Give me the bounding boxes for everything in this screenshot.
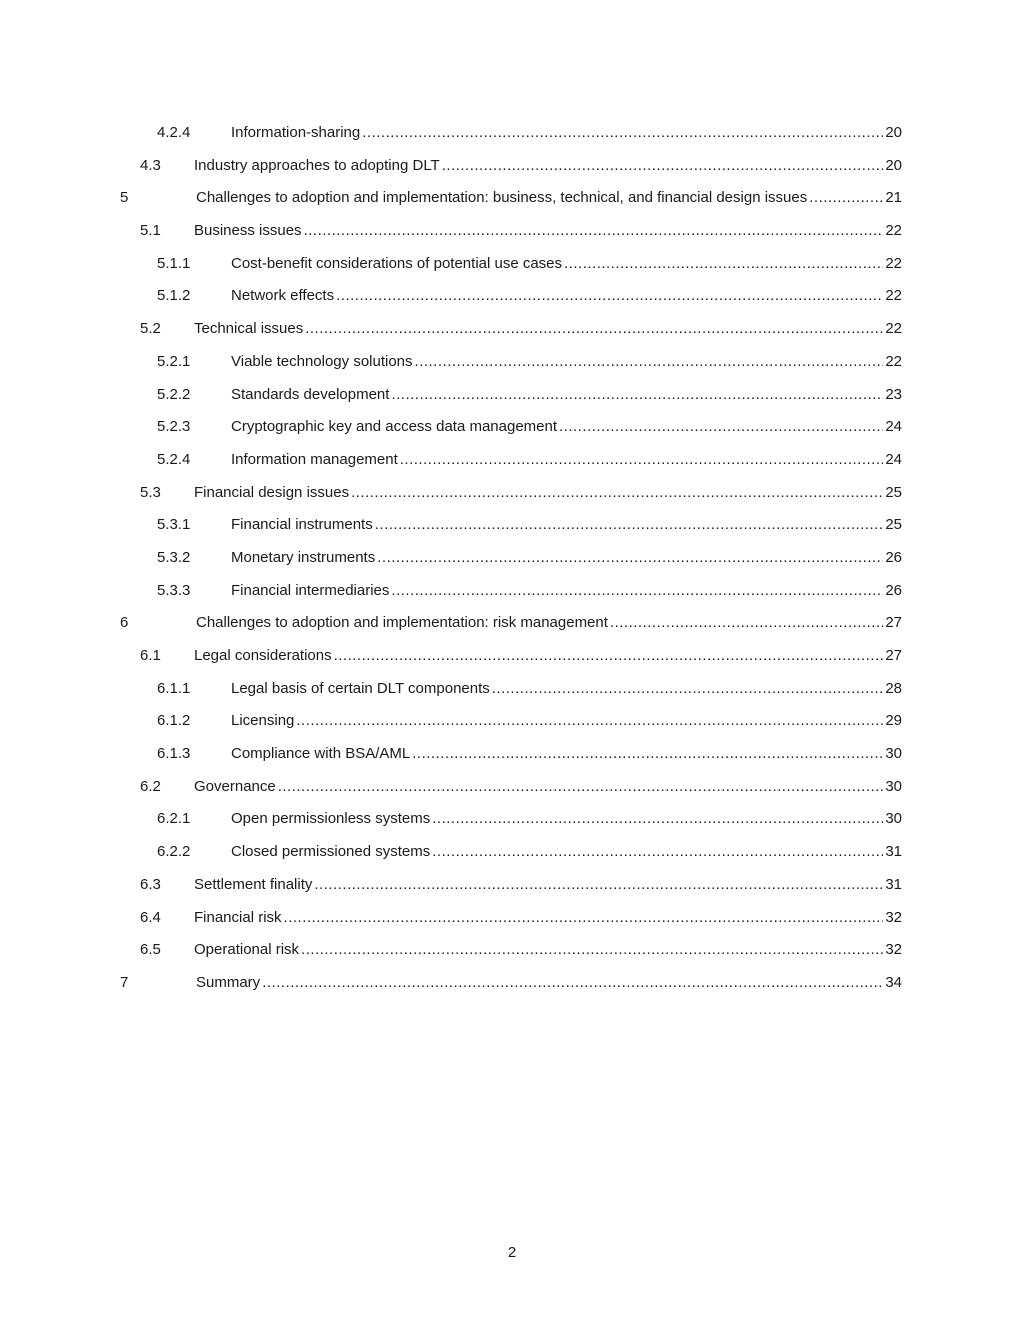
toc-entry-page: 27 [885, 647, 902, 664]
toc-entry[interactable] [0, 902, 1024, 935]
table-of-contents [0, 117, 1024, 1000]
toc-entry-number: 5.1.2 [157, 287, 191, 305]
toc-entry-title: Open permissionless systems [231, 810, 431, 828]
toc-entry[interactable] [0, 150, 1024, 183]
toc-entry-number: 5.2.1 [157, 352, 191, 370]
toc-entry-number: 6.1.3 [157, 745, 191, 763]
toc-entry-page: 32 [885, 941, 902, 959]
toc-entry-title: Cryptographic key and access data management [231, 418, 558, 436]
toc-entry-page: 26 [885, 548, 902, 566]
toc-entry-title: Compliance with BSA/AML [231, 745, 411, 763]
toc-entry-title: Cost-benefit considerations of potential use cases [231, 254, 563, 272]
toc-entry-line [231, 346, 902, 379]
toc-entry[interactable] [0, 869, 1024, 902]
toc-entry[interactable] [0, 509, 1024, 542]
toc-entry-title: Financial intermediaries [231, 581, 390, 599]
toc-entry-line [231, 803, 902, 836]
toc-entry-page: 30 [885, 777, 902, 795]
toc-entry-line [231, 705, 902, 738]
toc-entry[interactable] [0, 967, 1024, 1000]
toc-entry-title: Licensing [231, 712, 295, 730]
toc-entry-line [231, 836, 902, 869]
toc-entry-page: 22 [885, 254, 902, 272]
toc-dot-leader [351, 477, 883, 510]
toc-entry[interactable] [0, 477, 1024, 510]
toc-dot-leader [809, 182, 883, 215]
toc-entry-title: Monetary instruments [231, 548, 376, 566]
toc-entry-title: Legal considerations [194, 647, 332, 664]
toc-entry-title: Network effects [231, 287, 335, 305]
toc-entry[interactable] [0, 379, 1024, 412]
toc-entry-number: 6.1.1 [157, 679, 191, 697]
toc-entry-page: 25 [885, 516, 902, 534]
toc-entry-title: Information-sharing [231, 124, 361, 141]
toc-entry-number: 4.2.4 [157, 124, 191, 141]
toc-entry-title: Financial design issues [194, 483, 350, 501]
toc-dot-leader [432, 836, 883, 869]
toc-entry-title: Legal basis of certain DLT components [231, 679, 490, 697]
toc-entry-page: 20 [885, 124, 902, 141]
toc-entry-page: 31 [885, 843, 902, 861]
toc-dot-leader [377, 542, 883, 575]
toc-entry[interactable] [0, 182, 1024, 215]
toc-entry-number: 5.1 [140, 222, 161, 240]
toc-dot-leader [559, 411, 883, 444]
toc-entry[interactable] [0, 836, 1024, 869]
toc-dot-leader [375, 509, 884, 542]
toc-entry-page: 24 [885, 450, 902, 468]
toc-dot-leader [336, 280, 883, 313]
page-number: 2 [507, 1244, 517, 1261]
toc-entry-title: Challenges to adoption and implementation: risk management [196, 614, 608, 632]
toc-entry-line [231, 248, 902, 281]
toc-entry-page: 21 [885, 189, 902, 207]
toc-entry-title: Technical issues [194, 320, 304, 338]
toc-dot-leader [362, 117, 883, 150]
toc-entry-title: Business issues [194, 222, 302, 240]
toc-entry[interactable] [0, 215, 1024, 248]
toc-entry-number: 6.1 [140, 647, 161, 664]
toc-entry-page: 27 [885, 614, 902, 632]
toc-entry-line [231, 117, 902, 150]
toc-entry-line [194, 215, 902, 248]
toc-entry-page: 32 [885, 908, 902, 926]
toc-dot-leader [415, 346, 884, 379]
toc-dot-leader [296, 705, 883, 738]
toc-entry-number: 5.3.2 [157, 548, 191, 566]
toc-entry[interactable] [0, 673, 1024, 706]
toc-entry-page: 26 [885, 581, 902, 599]
toc-entry[interactable] [0, 248, 1024, 281]
toc-entry-number: 5.3.1 [157, 516, 191, 534]
toc-dot-leader [442, 150, 884, 183]
toc-entry-page: 25 [885, 483, 902, 501]
toc-entry-number: 5 [120, 189, 129, 207]
toc-dot-leader [391, 575, 883, 608]
toc-entry-number: 6.2.1 [157, 810, 191, 828]
toc-entry-page: 22 [885, 352, 902, 370]
toc-entry-line [196, 967, 902, 1000]
toc-entry-number: 6.3 [140, 875, 161, 893]
toc-dot-leader [304, 215, 884, 248]
toc-entry-page: 22 [885, 222, 902, 240]
toc-entry-page: 30 [885, 745, 902, 763]
toc-dot-leader [610, 607, 883, 640]
toc-entry-title: Viable technology solutions [231, 352, 413, 370]
toc-dot-leader [301, 934, 883, 967]
toc-entry[interactable] [0, 117, 1024, 150]
toc-entry-number: 5.2.3 [157, 418, 191, 436]
toc-entry-title: Financial risk [194, 908, 282, 926]
toc-dot-leader [400, 444, 884, 477]
toc-entry[interactable] [0, 313, 1024, 346]
toc-entry-number: 5.3.3 [157, 581, 191, 599]
toc-entry-title: Standards development [231, 385, 390, 403]
toc-dot-leader [262, 967, 883, 1000]
toc-entry-title: Industry approaches to adopting DLT [194, 156, 440, 174]
toc-entry-line [231, 575, 902, 608]
toc-entry-line [231, 280, 902, 313]
toc-entry-line [231, 444, 902, 477]
toc-entry-line [196, 607, 902, 640]
toc-entry[interactable] [0, 444, 1024, 477]
toc-entry-number: 5.3 [140, 483, 161, 501]
toc-entry[interactable] [0, 575, 1024, 608]
toc-entry-page: 22 [885, 287, 902, 305]
toc-entry-number: 6.5 [140, 941, 161, 959]
toc-entry[interactable] [0, 411, 1024, 444]
toc-dot-leader [284, 902, 884, 935]
toc-entry-page: 29 [885, 712, 902, 730]
toc-dot-leader [278, 771, 884, 804]
toc-entry[interactable] [0, 705, 1024, 738]
toc-entry-title: Closed permissioned systems [231, 843, 431, 861]
toc-entry-page: 24 [885, 418, 902, 436]
toc-dot-leader [564, 248, 883, 281]
toc-entry[interactable] [0, 771, 1024, 804]
toc-entry-line [231, 738, 902, 771]
toc-entry-title: Settlement finality [194, 875, 313, 893]
toc-entry-title: Information management [231, 450, 398, 468]
toc-entry-line [231, 673, 902, 706]
toc-entry[interactable] [0, 607, 1024, 640]
toc-dot-leader [432, 803, 883, 836]
toc-entry-line [194, 313, 902, 346]
toc-entry-title: Governance [194, 777, 276, 795]
toc-dot-leader [492, 673, 884, 706]
toc-entry[interactable] [0, 280, 1024, 313]
toc-entry-line [196, 182, 902, 215]
toc-entry-page: 22 [885, 320, 902, 338]
toc-entry-number: 6.4 [140, 908, 161, 926]
toc-entry[interactable] [0, 738, 1024, 771]
toc-entry-line [231, 379, 902, 412]
toc-entry-title: Challenges to adoption and implementation: business, technical, and financial design issues [196, 189, 808, 207]
toc-entry-number: 5.2.4 [157, 450, 191, 468]
toc-entry[interactable] [0, 346, 1024, 379]
toc-entry-number: 6.1.2 [157, 712, 191, 730]
toc-entry-page: 28 [885, 679, 902, 697]
toc-entry-number: 6 [120, 614, 129, 632]
toc-entry[interactable] [0, 803, 1024, 836]
toc-entry[interactable] [0, 934, 1024, 967]
toc-entry-line [194, 150, 902, 183]
toc-entry-line [194, 902, 902, 935]
toc-entry-line [231, 542, 902, 575]
toc-entry-line [194, 477, 902, 510]
toc-dot-leader [391, 379, 883, 412]
toc-entry-line [231, 509, 902, 542]
toc-entry-line [194, 869, 902, 902]
toc-entry-number: 4.3 [140, 156, 161, 174]
toc-entry-page: 34 [885, 973, 902, 991]
toc-dot-leader [305, 313, 883, 346]
toc-dot-leader [334, 640, 884, 673]
toc-entry-line [194, 771, 902, 804]
toc-entry-page: 30 [885, 810, 902, 828]
toc-entry-title: Financial instruments [231, 516, 373, 534]
toc-entry-number: 5.2 [140, 320, 161, 338]
toc-entry-title: Summary [196, 973, 261, 991]
toc-entry-number: 5.1.1 [157, 254, 191, 272]
toc-entry-page: 20 [885, 156, 902, 174]
toc-dot-leader [314, 869, 883, 902]
toc-entry-title: Operational risk [194, 941, 300, 959]
toc-entry-number: 6.2 [140, 777, 161, 795]
toc-entry-page: 31 [885, 875, 902, 893]
toc-entry-number: 5.2.2 [157, 385, 191, 403]
toc-entry-number: 6.2.2 [157, 843, 191, 861]
toc-entry-page: 23 [885, 385, 902, 403]
toc-entry-line [194, 640, 902, 673]
toc-entry[interactable] [0, 542, 1024, 575]
toc-entry-line [194, 934, 902, 967]
toc-entry-number: 7 [120, 973, 129, 991]
toc-entry[interactable] [0, 640, 1024, 673]
toc-entry-line [231, 411, 902, 444]
toc-dot-leader [412, 738, 883, 771]
